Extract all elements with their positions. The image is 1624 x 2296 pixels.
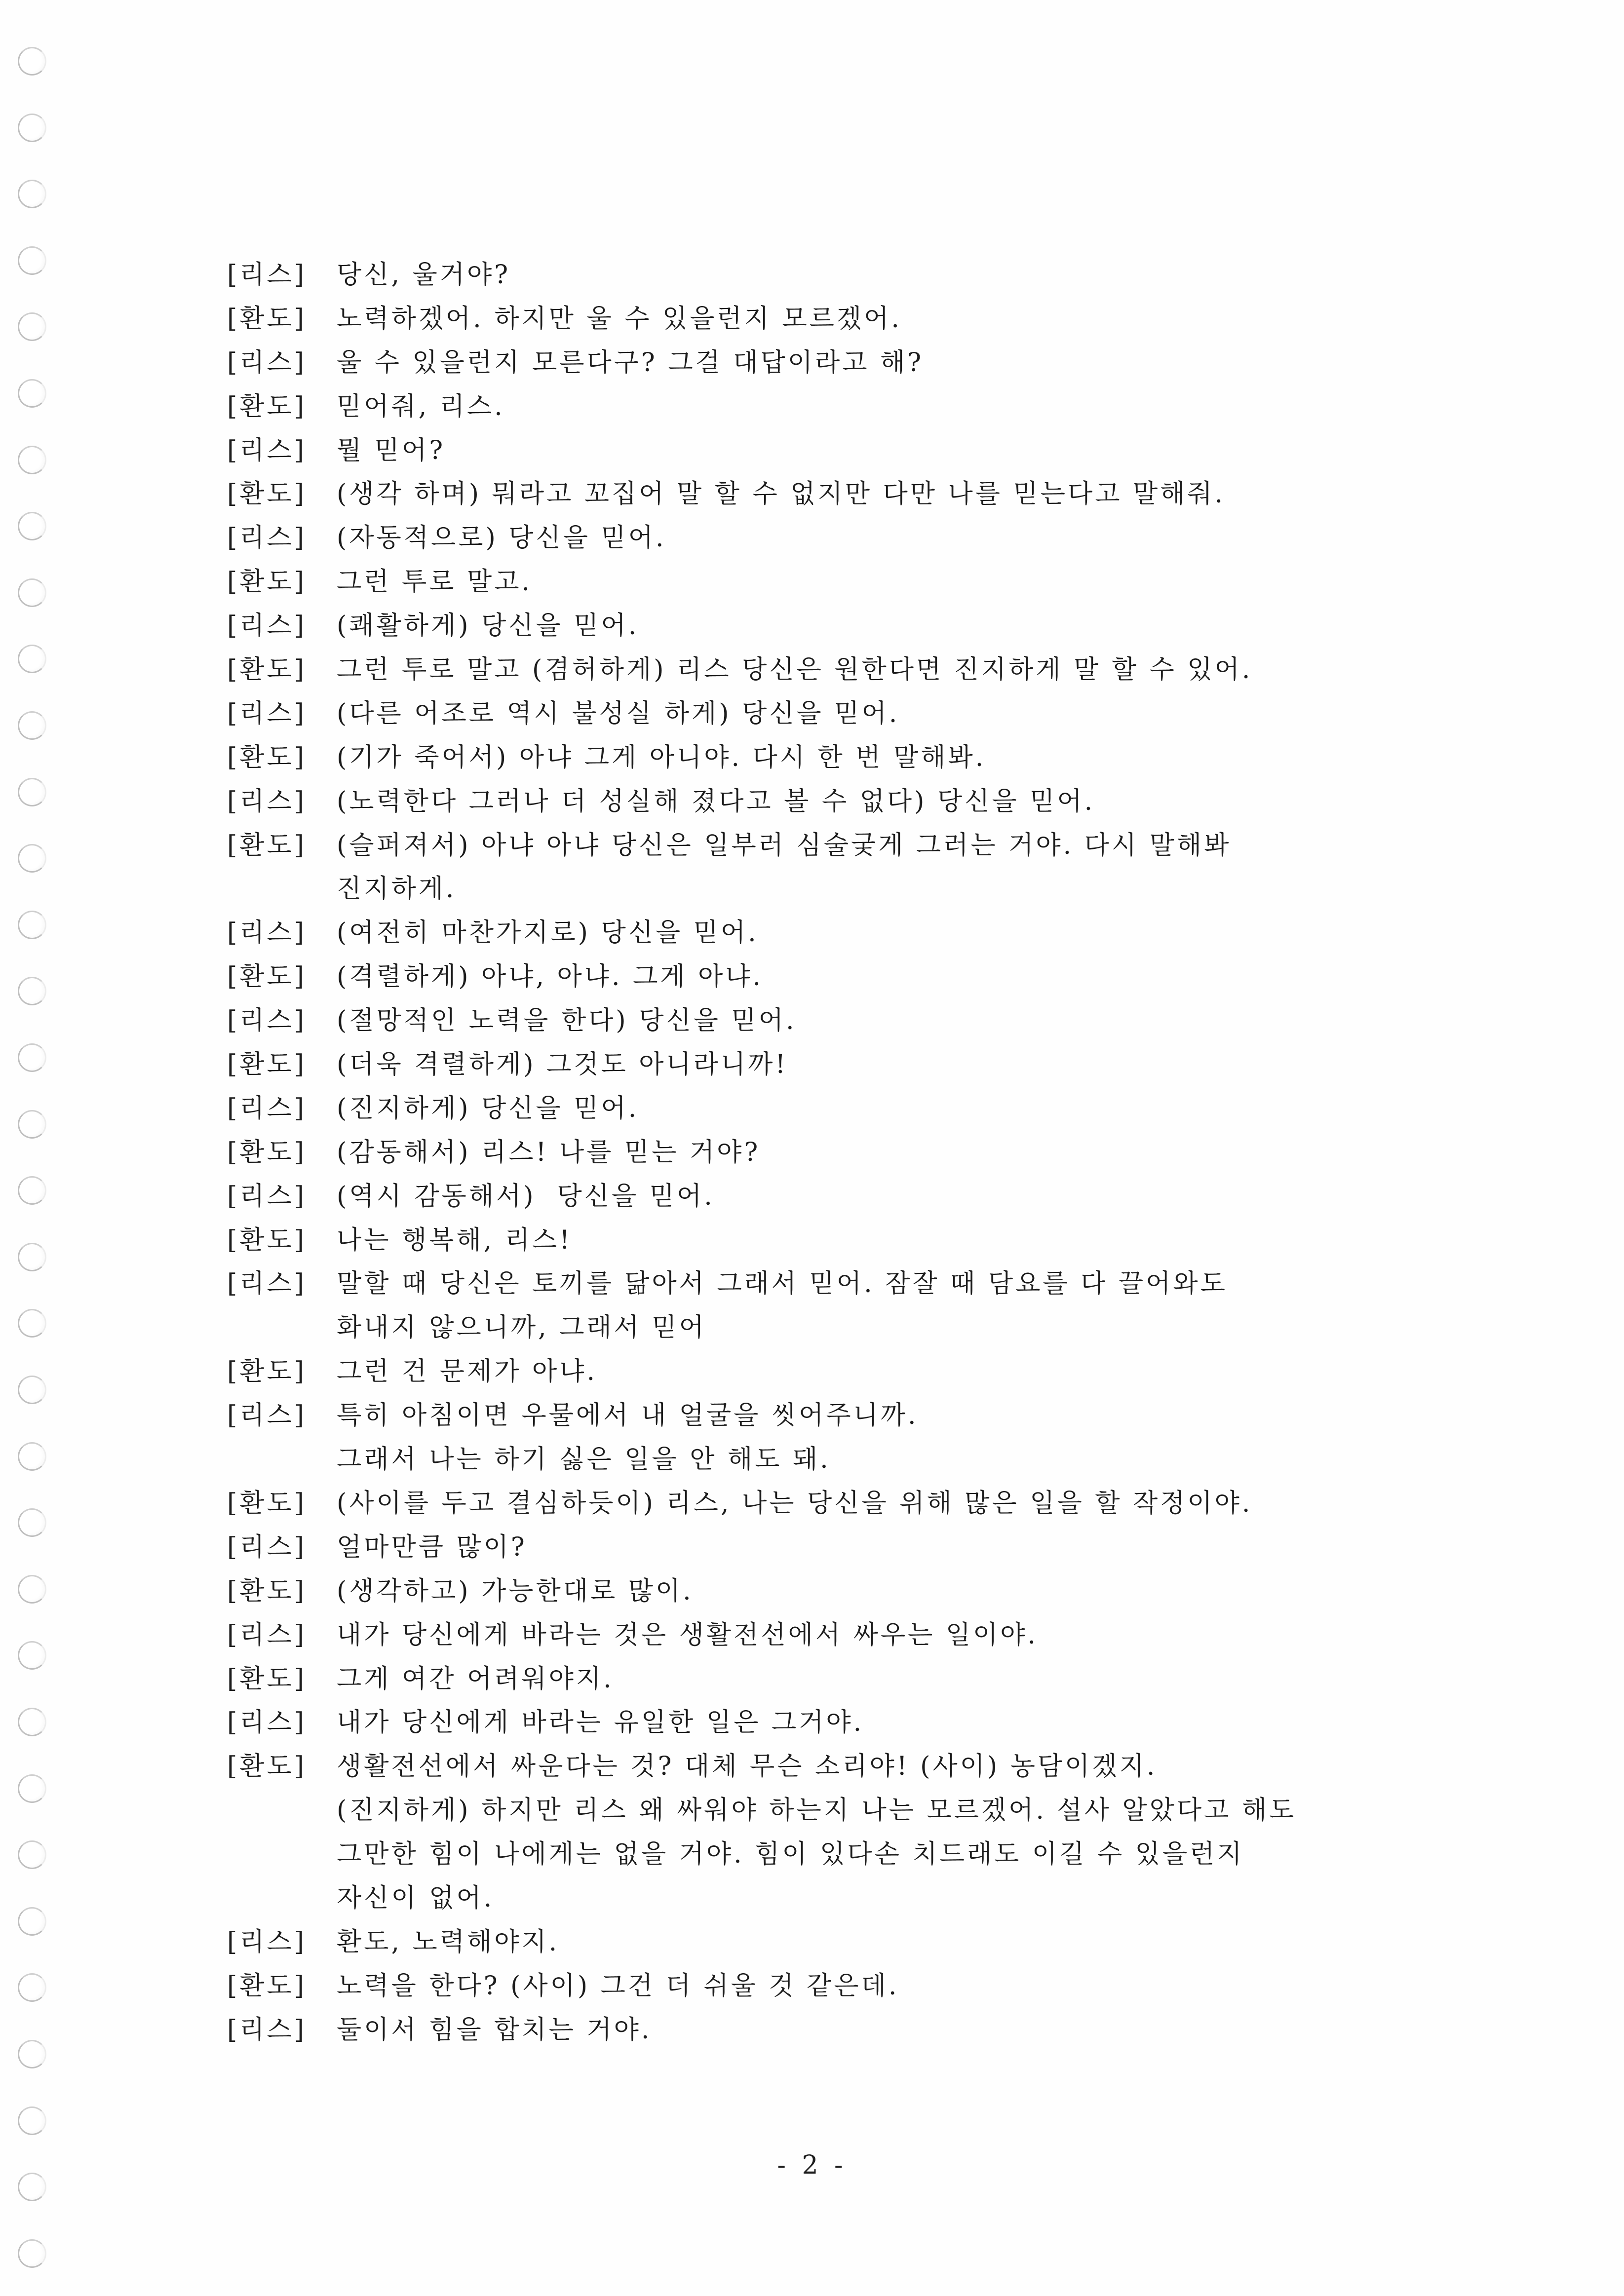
dialogue-text: 생활전선에서 싸운다는 것? 대체 무슨 소리야! (사이) 농담이겠지.	[337, 1752, 1158, 1782]
dialogue-text: (더욱 격렬하게) 그것도 아니라니까!	[337, 1050, 788, 1080]
speaker-label: [리스]	[227, 611, 307, 641]
binder-hole	[18, 114, 46, 142]
dialogue-text: (감동해서) 리스! 나를 믿는 거야?	[337, 1137, 761, 1167]
dialogue-line	[227, 1262, 1510, 1350]
dialogue-text-block	[337, 824, 1510, 912]
dialogue-text: (진지하게) 하지만 리스 왜 싸워야 하는지 나는 모르겠어. 설사 알았다고 해도	[337, 1796, 1297, 1826]
dialogue-text: (절망적인 노력을 한다) 당신을 믿어.	[337, 1006, 797, 1036]
binder-hole	[18, 47, 46, 76]
dialogue-line	[227, 1701, 1510, 1745]
dialogue-line	[227, 999, 1510, 1043]
binder-hole	[18, 2239, 46, 2268]
dialogue-text: 진지하게.	[337, 874, 457, 904]
dialogue-text-block	[337, 1219, 1510, 1263]
dialogue-text: 그런 투로 말고.	[337, 567, 532, 597]
dialogue-text: (생각 하며) 뭐라고 꼬집어 말 할 수 없지만 다만 나를 믿는다고 말해줘.	[337, 479, 1226, 509]
binder-hole	[18, 1575, 46, 1604]
dialogue-text-block	[337, 1350, 1510, 1394]
dialogue-line	[227, 1087, 1510, 1131]
dialogue-text-block	[337, 560, 1510, 604]
binder-hole	[18, 246, 46, 275]
speaker-label: [리스]	[227, 786, 307, 816]
speaker-label: [리스]	[227, 1181, 307, 1211]
speaker-label: [환도]	[227, 655, 307, 685]
speaker-label: [환도]	[227, 830, 307, 860]
dialogue-text: 나는 행복해, 리스!	[337, 1225, 573, 1255]
binder-hole	[18, 1641, 46, 1670]
binder-hole	[18, 977, 46, 1005]
speaker-label: [리스]	[227, 1927, 307, 1957]
dialogue-text: 노력하겠어. 하지만 울 수 있을런지 모르겠어.	[337, 304, 902, 334]
speaker-label: [리스]	[227, 2015, 307, 2045]
speaker-label: [환도]	[227, 1752, 307, 1782]
dialogue-line	[227, 1175, 1510, 1219]
dialogue-text-block	[337, 1175, 1510, 1219]
binder-hole	[18, 512, 46, 540]
binder-hole	[18, 180, 46, 208]
dialogue-line	[227, 560, 1510, 604]
binder-hole	[18, 2040, 46, 2068]
page-number: - 2 -	[777, 2150, 847, 2180]
dialogue-text: 그런 투로 말고 (겸허하게) 리스 당신은 원한다면 진지하게 말 할 수 있어.	[337, 655, 1253, 685]
dialogue-text: (다른 어조로 역시 불성실 하게) 당신을 믿어.	[337, 698, 900, 728]
dialogue-line	[227, 341, 1510, 385]
dialogue-line	[227, 1745, 1510, 1920]
binder-hole	[18, 1907, 46, 1936]
speaker-label: [환도]	[227, 962, 307, 992]
dialogue-line	[227, 385, 1510, 429]
dialogue-line	[227, 472, 1510, 516]
speaker-label: [리스]	[227, 1401, 307, 1431]
dialogue-line	[227, 1131, 1510, 1175]
speaker-label: [환도]	[227, 1225, 307, 1255]
dialogue-text-block	[337, 2008, 1510, 2052]
dialogue-text: (자동적으로) 당신을 믿어.	[337, 523, 666, 553]
speaker-label: [리스]	[227, 435, 307, 465]
speaker-label: [리스]	[227, 918, 307, 948]
speaker-label: [리스]	[227, 698, 307, 728]
speaker-label: [리스]	[227, 1532, 307, 1562]
dialogue-text-block	[337, 955, 1510, 999]
speaker-label: [리스]	[227, 1093, 307, 1123]
dialogue-text: (사이를 두고 결심하듯이) 리스, 나는 당신을 위해 많은 일을 할 작정이야.	[337, 1488, 1253, 1518]
dialogue-text: (진지하게) 당신을 믿어.	[337, 1093, 639, 1123]
dialogue-text-block	[337, 1087, 1510, 1131]
binder-hole	[18, 1309, 46, 1338]
dialogue-text-block	[337, 385, 1510, 429]
speaker-label: [리스]	[227, 523, 307, 553]
dialogue-text: 얼마만큼 많이?	[337, 1532, 527, 1562]
dialogue-text: 내가 당신에게 바라는 유일한 일은 그거야.	[337, 1708, 864, 1738]
speaker-label: [리스]	[227, 260, 307, 290]
dialogue-line	[227, 1657, 1510, 1701]
binder-hole	[18, 312, 46, 341]
dialogue-text-block	[337, 1043, 1510, 1087]
dialogue-text-block	[337, 253, 1510, 297]
speaker-label: [리스]	[227, 1269, 307, 1299]
speaker-label: [환도]	[227, 304, 307, 334]
dialogue-text-block	[337, 1482, 1510, 1526]
dialogue-text-block	[337, 780, 1510, 824]
binder-hole	[18, 1774, 46, 1803]
dialogue-text: 내가 당신에게 바라는 것은 생활전선에서 싸우는 일이야.	[337, 1620, 1039, 1650]
dialogue-line	[227, 736, 1510, 780]
dialogue-line	[227, 1394, 1510, 1482]
speaker-label: [환도]	[227, 1576, 307, 1606]
dialogue-text-block	[337, 604, 1510, 648]
dialogue-text-block	[337, 1745, 1510, 1920]
script-body	[227, 253, 1510, 2052]
dialogue-text: 그만한 힘이 나에게는 없을 거야. 힘이 있다손 치드래도 이길 수 있을런지	[337, 1839, 1244, 1870]
dialogue-text: 화내지 않으니까, 그래서 믿어	[337, 1313, 706, 1343]
dialogue-text: 그런 건 문제가 아냐.	[337, 1357, 597, 1387]
dialogue-text: 자신이 없어.	[337, 1883, 495, 1913]
binder-hole	[18, 446, 46, 474]
dialogue-text: 그래서 나는 하기 싫은 일을 안 해도 돼.	[337, 1445, 831, 1475]
dialogue-text: 뭘 믿어?	[337, 435, 446, 465]
dialogue-text: 당신, 울거야?	[337, 260, 511, 290]
binder-hole	[18, 645, 46, 673]
dialogue-text: (노력한다 그러나 더 성실해 졌다고 볼 수 없다) 당신을 믿어.	[337, 786, 1095, 816]
speaker-label: [환도]	[227, 479, 307, 509]
dialogue-text: 말할 때 당신은 토끼를 닮아서 그래서 믿어. 잠잘 때 담요를 다 끌어와도	[337, 1269, 1228, 1299]
speaker-label: [리스]	[227, 347, 307, 378]
dialogue-text-block	[337, 1394, 1510, 1482]
dialogue-text: 그게 여간 어려워야지.	[337, 1664, 614, 1694]
speaker-label: [환도]	[227, 1050, 307, 1080]
dialogue-text: 울 수 있을런지 모른다구? 그걸 대답이라고 해?	[337, 347, 924, 378]
dialogue-line	[227, 1613, 1510, 1657]
dialogue-text: 환도, 노력해야지.	[337, 1927, 560, 1957]
dialogue-line	[227, 2008, 1510, 2052]
dialogue-text-block	[337, 429, 1510, 473]
dialogue-text-block	[337, 1526, 1510, 1569]
dialogue-text: (슬퍼져서) 아냐 아냐 당신은 일부러 심술궂게 그러는 거야. 다시 말해봐	[337, 830, 1232, 860]
dialogue-text: 특히 아침이면 우물에서 내 얼굴을 씻어주니까.	[337, 1401, 919, 1431]
binder-hole	[18, 1708, 46, 1736]
binder-hole	[18, 1043, 46, 1072]
dialogue-line	[227, 1526, 1510, 1569]
dialogue-text-block	[337, 1569, 1510, 1613]
dialogue-text-block	[337, 648, 1510, 692]
dialogue-text: (생각하고) 가능한대로 많이.	[337, 1576, 694, 1606]
dialogue-line	[227, 780, 1510, 824]
dialogue-text-block	[337, 472, 1510, 516]
binder-hole	[18, 379, 46, 408]
dialogue-line	[227, 1482, 1510, 1526]
dialogue-text-block	[337, 1657, 1510, 1701]
dialogue-text-block	[337, 297, 1510, 341]
speaker-label: [환도]	[227, 1357, 307, 1387]
dialogue-text: 노력을 한다? (사이) 그건 더 쉬울 것 같은데.	[337, 1971, 899, 2001]
dialogue-text-block	[337, 692, 1510, 736]
speaker-label: [환도]	[227, 391, 307, 421]
dialogue-line	[227, 824, 1510, 912]
dialogue-line	[227, 648, 1510, 692]
dialogue-text-block	[337, 736, 1510, 780]
binder-hole	[18, 2106, 46, 2135]
speaker-label: [환도]	[227, 567, 307, 597]
dialogue-text: (격렬하게) 아냐, 아냐. 그게 아냐.	[337, 962, 764, 992]
dialogue-text: 믿어줘, 리스.	[337, 391, 505, 421]
dialogue-line	[227, 1219, 1510, 1263]
binder-hole	[18, 1376, 46, 1404]
dialogue-line	[227, 1964, 1510, 2008]
binder-hole	[18, 1176, 46, 1205]
speaker-label: [리스]	[227, 1006, 307, 1036]
dialogue-line	[227, 692, 1510, 736]
binder-hole	[18, 844, 46, 873]
dialogue-line	[227, 604, 1510, 648]
dialogue-line	[227, 297, 1510, 341]
dialogue-text-block	[337, 341, 1510, 385]
binder-hole	[18, 1243, 46, 1271]
binder-hole	[18, 1508, 46, 1537]
dialogue-line	[227, 1569, 1510, 1613]
binder-hole	[18, 911, 46, 939]
dialogue-line	[227, 955, 1510, 999]
speaker-label: [리스]	[227, 1708, 307, 1738]
dialogue-text: 둘이서 힘을 합치는 거야.	[337, 2015, 652, 2045]
binder-hole	[18, 1442, 46, 1471]
binder-hole	[18, 1973, 46, 2002]
binder-hole	[18, 578, 46, 607]
dialogue-text: (여전히 마찬가지로) 당신을 믿어.	[337, 918, 759, 948]
dialogue-text-block	[337, 1964, 1510, 2008]
binder-hole	[18, 1110, 46, 1139]
speaker-label: [환도]	[227, 1488, 307, 1518]
dialogue-text-block	[337, 516, 1510, 560]
speaker-label: [환도]	[227, 1971, 307, 2001]
dialogue-text-block	[337, 1701, 1510, 1745]
dialogue-line	[227, 1920, 1510, 1964]
dialogue-text-block	[337, 1131, 1510, 1175]
speaker-label: [환도]	[227, 1664, 307, 1694]
dialogue-text-block	[337, 911, 1510, 955]
speaker-label: [환도]	[227, 1137, 307, 1167]
dialogue-text: (기가 죽어서) 아냐 그게 아니야. 다시 한 번 말해봐.	[337, 742, 986, 772]
dialogue-line	[227, 1350, 1510, 1394]
dialogue-line	[227, 911, 1510, 955]
binder-hole	[18, 1840, 46, 1869]
dialogue-text: (역시 감동해서) 당신을 믿어.	[337, 1181, 715, 1211]
dialogue-text-block	[337, 1262, 1510, 1350]
dialogue-line	[227, 516, 1510, 560]
dialogue-line	[227, 1043, 1510, 1087]
binder-hole	[18, 778, 46, 806]
binder-hole	[18, 711, 46, 740]
dialogue-text: (쾌활하게) 당신을 믿어.	[337, 611, 639, 641]
dialogue-text-block	[337, 1920, 1510, 1964]
dialogue-line	[227, 253, 1510, 297]
binder-holes	[0, 0, 69, 2296]
dialogue-line	[227, 429, 1510, 473]
dialogue-text-block	[337, 999, 1510, 1043]
speaker-label: [리스]	[227, 1620, 307, 1650]
speaker-label: [환도]	[227, 742, 307, 772]
dialogue-text-block	[337, 1613, 1510, 1657]
